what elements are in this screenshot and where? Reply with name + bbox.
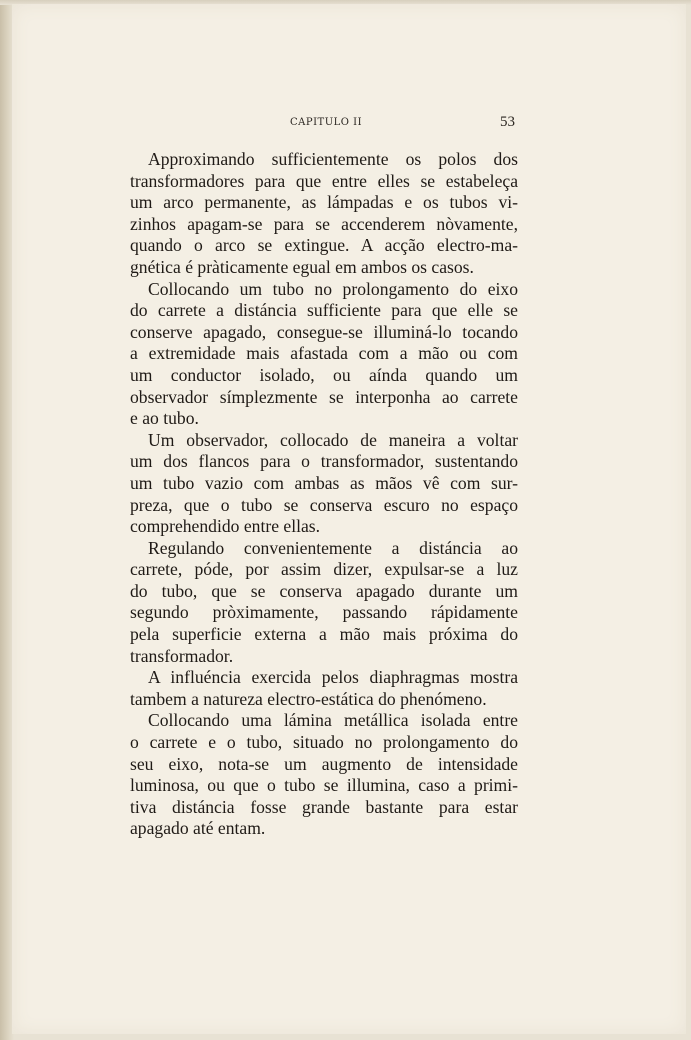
text-line: quando o arco se extingue. A acção electro-ma- [130, 235, 518, 256]
text-line: conserve apagado, consegue-se illuminá-lo tocando [130, 321, 518, 342]
page-number: 53 [500, 114, 515, 130]
text-line: comprehendido entre ellas. [130, 516, 321, 537]
text-line: apagado até entam. [130, 818, 266, 839]
text-line: carrete, póde, por assim dizer, expulsar-se a luz [130, 559, 518, 580]
text-line: segundo pròximamente, passando rápidamente [130, 602, 518, 623]
paragraph [130, 667, 518, 710]
text-line: Regulando convenientemente a distáncia ao [148, 537, 518, 558]
paragraph [130, 279, 518, 430]
body-text [130, 149, 518, 840]
text-line: o carrete e o tubo, situado no prolongamento do [130, 732, 518, 753]
text-line: gnética é pràticamente egual em ambos os casos. [130, 256, 474, 277]
text-line: pela superficie externa a mão mais próxima do [130, 624, 518, 645]
text-line: seu eixo, nota-se um augmento de intensidade [130, 753, 518, 774]
text-line: do carrete a distáncia sufficiente para que elle se [130, 300, 518, 321]
text-line: Collocando um tubo no prolongamento do eixo [148, 278, 518, 299]
running-head: CAPITULO II [290, 117, 363, 128]
text-line: Collocando uma lámina metállica isolada entre [148, 710, 518, 731]
text-line: do tubo, que se conserva apagado durante um [130, 580, 518, 601]
text-line: luminosa, ou que o tubo se illumina, caso a primi- [130, 775, 518, 796]
text-line: transformadores para que entre elles se estabeleça [130, 170, 518, 191]
text-line: um dos flancos para o transformador, sustentando [130, 451, 518, 472]
paragraph [130, 538, 518, 668]
text-line: a extremidade mais afastada com a mão ou com [130, 343, 518, 364]
text-line: um conductor isolado, ou aínda quando um [130, 364, 518, 385]
paragraph [130, 149, 518, 279]
text-line: A influéncia exercida pelos diaphragmas mostra [148, 667, 518, 688]
paragraph [130, 710, 518, 840]
text-line: Um observador, collocado de maneira a voltar [148, 429, 518, 450]
text-line: tambem a natureza electro-estática do phenómeno. [130, 688, 487, 709]
text-line: e ao tubo. [130, 408, 199, 429]
text-line: tiva distáncia fosse grande bastante para estar [130, 796, 518, 817]
text-line: preza, que o tubo se conserva escuro no espaço [130, 494, 518, 515]
text-line: Approximando sufficientemente os polos dos [148, 149, 518, 169]
text-line: zinhos apagam-se para se accenderem nòvamente, [130, 213, 518, 234]
text-line: um tubo vazio com ambas as mãos vê com sur- [130, 472, 518, 493]
text-line: um arco permanente, as lámpadas e os tubos vi- [130, 192, 518, 213]
text-line: observador símplezmente se interponha ao carrete [130, 386, 518, 407]
text-line: transformador. [130, 645, 234, 666]
paragraph [130, 430, 518, 538]
